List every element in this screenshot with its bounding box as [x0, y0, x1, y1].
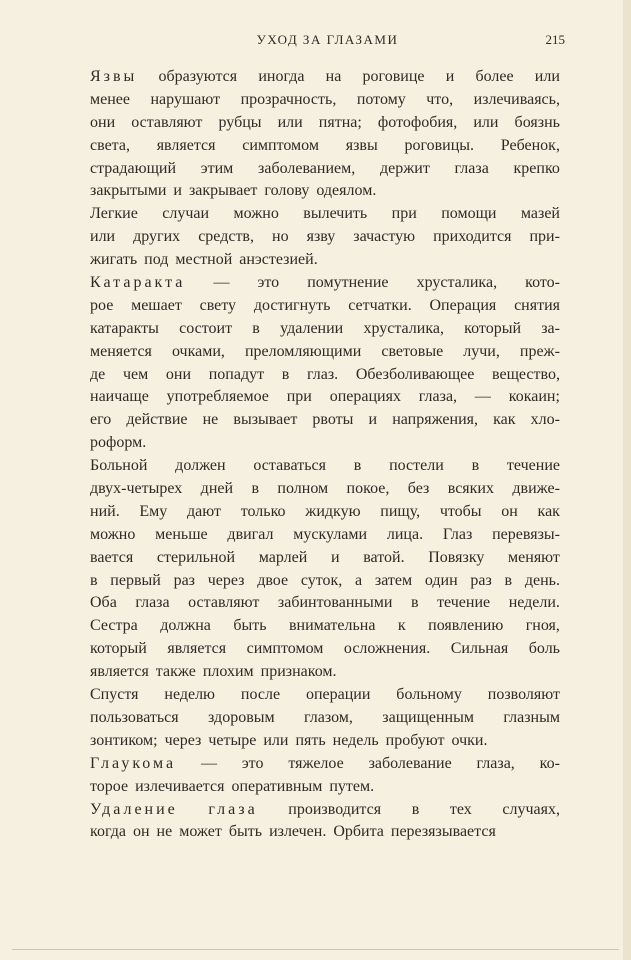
text-line: де чем они попадут в глаз. Обезболивающее вещество, [90, 365, 560, 383]
text-line: пользоваться здоровым глазом, защищенным глазным [90, 708, 560, 726]
text-line: меняется очками, преломляющими световые лучи, преж- [90, 342, 560, 360]
text-line: когда он не может быть излечен. Орбита перезязывается [90, 823, 496, 841]
text-line: ний. Ему дают только жидкую пищу, чтобы он как [90, 502, 560, 520]
text-line: торое излечивается оперативным путем. [90, 777, 375, 795]
text-line: наичаще употребляемое при операциях глаза, — кокаин; [90, 388, 560, 406]
text-line: или других средств, но язву зачастую приходится при- [90, 228, 560, 246]
text-line: Удаление глаза производится в тех случаях, [90, 800, 560, 818]
text-line: зонтиком; через четыре или пять недель пробуют очки. [90, 731, 488, 749]
text-line: Катаракта — это помутнение хрусталика, кото- [90, 274, 560, 292]
text-line: рое мешает свету достигнуть сетчатки. Операция снятия [90, 296, 560, 314]
page-edge-shadow [623, 0, 631, 960]
text-line: Сестра должна быть внимательна к появлению гноя, [90, 617, 560, 635]
text-line: Больной должен оставаться в постели в течение [90, 457, 560, 475]
text-line: Оба глаза оставляют забинтованными в течение недели. [90, 594, 560, 612]
text-line: двух-четырех дней в полном покое, без всяких движе- [90, 480, 560, 498]
text-line: его действие не вызывает рвоты и напряжения, как хло- [90, 411, 560, 429]
text-line: Легкие случаи можно вылечить при помощи мазей [90, 205, 560, 223]
text-line: жигать под местной анэстезией. [90, 251, 318, 269]
running-head [90, 32, 565, 52]
text-line: света, является симптомом язвы роговицы. Ребенок, [90, 136, 560, 154]
text-line: является также плохим признаком. [90, 663, 337, 681]
text-line: можно меньше двигал мускулами лица. Глаз перевязы- [90, 525, 560, 543]
text-line: Спустя неделю после операции больному позволяют [90, 686, 560, 704]
text-line: страдающий этим заболеванием, держит глаза крепко [90, 159, 560, 177]
text-line: катаракты состоит в удалении хрусталика, который за- [90, 319, 560, 337]
text-line: закрытыми и закрывает голову одеялом. [90, 182, 377, 200]
text-line: Глаукома — это тяжелое заболевание глаза, ко- [90, 754, 560, 772]
page-number: 215 [545, 32, 565, 47]
running-title: УХОД ЗА ГЛАЗАМИ [256, 32, 399, 47]
text-line: роформ. [90, 434, 147, 452]
text-line: в первый раз через двое суток, а затем один раз в день. [90, 571, 560, 589]
text-line: Язвы образуются иногда на роговице и более или [90, 68, 560, 85]
text-line: менее нарушают прозрачность, потому что, излечиваясь, [90, 90, 560, 108]
text-line: который является симптомом осложнения. Сильная боль [90, 640, 560, 658]
body-text [90, 66, 560, 844]
text-line: они оставляют рубцы или пятна; фотофобия, или боязнь [90, 113, 560, 131]
text-line: вается стерильной марлей и ватой. Повязку меняют [90, 548, 560, 566]
page-bottom-edge [12, 949, 619, 950]
